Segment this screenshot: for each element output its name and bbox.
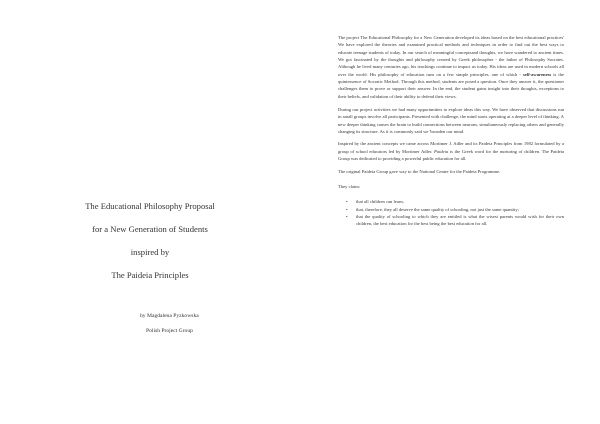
- bullet-icon: •: [346, 206, 348, 212]
- paragraph-paideia-text-b: is the Greek word for the nurturing of children. The Paideia Group was dedicated to providing a powerful public education for all.: [338, 148, 565, 162]
- title-line-4: The Paideia Principles: [111, 270, 189, 280]
- title-line-3: inspired by: [130, 247, 170, 257]
- title-line-1: The Educational Philosophy Proposal: [85, 201, 215, 211]
- content-page: [300, 0, 600, 424]
- paragraph-socrates: [338, 34, 564, 100]
- paragraph-paideia-principles: [338, 140, 564, 162]
- claim-text: that, therefore, they all deserve the same quality of schooling, not just the same quantity;: [356, 206, 519, 212]
- group-name: Polish Project Group: [146, 328, 193, 334]
- paragraph-project-activities: During our project activities we had many opportunities to explore ideas this way. We have observed that discussions run in small groups involve all participants. Presented with challenge, the mind starts operating at a deeper level of thinking. A new deeper thinking causes the brain to build connections between neurons, simultaneously replacing others and generally changing its structure. As it is commonly said we 'broaden our mind.: [338, 107, 564, 135]
- list-item: [346, 206, 564, 213]
- content-column: [338, 34, 564, 228]
- list-item: [346, 213, 564, 228]
- paragraph-they-claim: They claim:: [338, 183, 361, 189]
- bullet-icon: •: [346, 199, 348, 205]
- claims-list: [346, 198, 564, 227]
- list-item: [346, 198, 564, 205]
- claim-text: that the quality of schooling to which they are entitled is what the wisest parents would wish for their own children, the best education for the best being the best education for all.: [356, 213, 564, 227]
- paragraph-socrates-text-a: The project The Educational Philosophy for a New Generation developed its ideas based on the best educational practices' We have explored the theories and examined practical methods and techniques in order to find out the best ways to educate teenage students of today. In our search of meaningful conceptsand thoughts, we have wandered to ancient times. We got fascinated by the thoughts and philosophy created by Greek philosopher - the father of Philosophy Socrates. Although he lived many centuries ago, his teachings continue to impact us today. His ideas are used in modern schools all over the world. His philosophy of education runs on a few simple principles, one of which -: [338, 35, 564, 77]
- title-line-2: for a New Generation of Students: [92, 224, 208, 234]
- bullet-icon: •: [346, 213, 348, 219]
- keyword-self-awareness: self-awareness: [522, 71, 552, 77]
- paragraph-national-centre: The original Paideia Group gave way to the National Centre for the Paideia Programme.: [338, 168, 501, 174]
- paragraph-socrates-text-b: is the quintessence of Socratic Method. Through this method, students are posed a question. Once they answer it, the questioner challenges them to prove or support their answer. In the end, the student gains insight into their thoughts, exceptions to their beliefs, and validation of their ability to defend their views.: [338, 71, 564, 99]
- claim-text: that all children can learn,: [356, 199, 404, 205]
- title-block: [40, 195, 260, 287]
- author-name: by Magdalena Pyzkowska: [140, 313, 199, 319]
- author-block: [140, 309, 280, 339]
- paideia-word: Paideia: [433, 148, 449, 154]
- paragraph-paideia-text-a: Inspired by the ancient concepts we came across Mortimer J. Adler and its Paideia Principles from 1982 formulated by a group of school educators led by Mortimer Adler.: [338, 141, 564, 154]
